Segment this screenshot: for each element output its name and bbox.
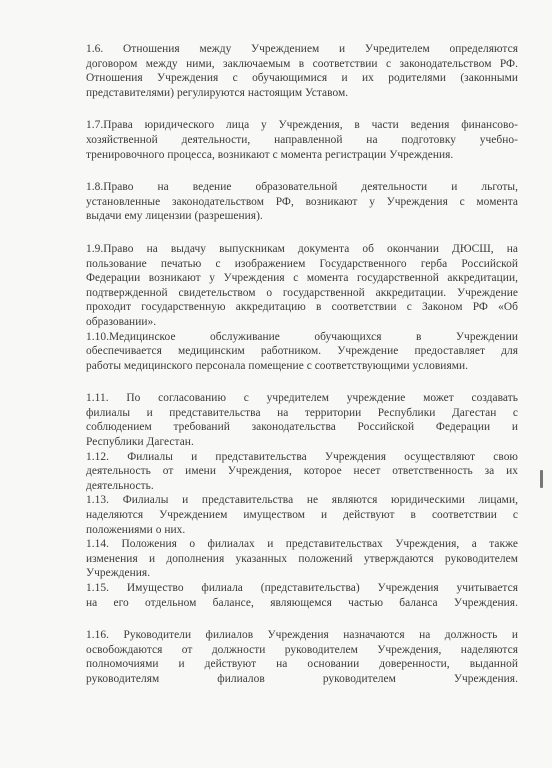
text-line: деятельность. <box>86 479 154 492</box>
text-line: наделяются Учреждением имуществом и действуют в соответствии с <box>86 509 518 522</box>
text-line: 1.15. Имущество филиала (представительства) Учреждения учитывается <box>86 582 518 594</box>
text-line: обеспечивается медицинским работником. Учреждение предоставляет для <box>86 345 518 358</box>
text-line: установленные законодательством РФ, возникают у Учреждения с момента <box>86 195 518 208</box>
document-body <box>86 42 518 687</box>
text-line: 1.6. Отношения между Учреждением и Учредителем определяются <box>86 43 518 55</box>
text-line: 1.13. Филиалы и представительства не являются юридическими лицами, <box>86 494 518 507</box>
text-line: положениями о них. <box>86 523 186 536</box>
text-line: 1.7.Права юридического лица у Учреждения, в части ведения финансово- <box>86 119 518 132</box>
text-line: 1.11. По согласованию с учредителем учреждение может создавать <box>86 392 518 405</box>
text-line: 1.9.Право на выдачу выпускникам документа об окончании ДЮСШ, на <box>86 242 518 255</box>
text-line: тренировочного процесса, возникают с момента регистрации Учреждения. <box>86 148 454 161</box>
text-line: руководителям филиалов руководителем Учреждения. <box>86 672 518 685</box>
text-line: филиалы и представительства на территории Республики Дагестан с <box>86 406 518 419</box>
text-line: 1.14. Положения о филиалах и представительствах Учреждения, а также <box>86 538 518 551</box>
text-line: соблюдением требований законодательства Российской Федерации и <box>86 421 518 434</box>
text-line: представителями) регулируются настоящим Уставом. <box>86 86 349 99</box>
paragraph-1-6 <box>86 42 518 100</box>
paragraph-1-11-1-15 <box>86 391 518 610</box>
text-line: Учреждения. <box>86 567 151 580</box>
text-line: 1.12. Филиалы и представительства Учреждения осуществляют свою <box>86 450 518 463</box>
text-line: полномочиями и действуют на основании доверенности, выданной <box>86 658 518 671</box>
text-line: работы медицинского персонала помещение с соответствующими условиями. <box>86 359 469 372</box>
text-line: 1.10.Медицинское обслуживание обучающихся в Учреждении <box>86 330 518 343</box>
paragraph-1-8 <box>86 180 518 224</box>
text-line: деятельность от имени Учреждения, которое несет ответственность за их <box>86 465 518 478</box>
text-line: 1.8.Право на ведение образовательной деятельности и льготы, <box>86 181 518 194</box>
text-line: пользование печатью с изображением Государственного герба Российской <box>86 257 518 270</box>
paragraph-1-9-1-10 <box>86 242 518 373</box>
text-line: на его отдельном балансе, являющемся частью баланса Учреждения. <box>86 596 518 609</box>
text-line: изменения и дополнения указанных положений утверждаются руководителем <box>86 552 518 565</box>
text-line: выдачи ему лицензии (разрешения). <box>86 210 263 223</box>
text-line: хозяйственной деятельности, направленной на подготовку учебно- <box>86 133 518 146</box>
text-line: 1.16. Руководители филиалов Учреждения назначаются на должность и <box>86 629 518 642</box>
text-line: проходит государственную аккредитацию в соответствии с Законом РФ «Об <box>86 301 518 314</box>
text-line: Отношения Учреждения с обучающимися и их родителями (законными <box>86 72 518 85</box>
paragraph-1-7 <box>86 118 518 162</box>
text-line: подтвержденной свидетельством о государственной аккредитации. Учреждение <box>86 286 518 299</box>
text-line: Федерации возникают у Учреждения с момента государственной аккредитации, <box>86 272 518 285</box>
paragraph-1-16 <box>86 628 518 686</box>
text-line: освобождаются от должности руководителем Учреждения, наделяются <box>86 643 518 656</box>
text-line: образовании». <box>86 315 157 328</box>
text-line: Республики Дагестан. <box>86 436 194 449</box>
scan-mark <box>540 470 543 488</box>
text-line: договором между ними, заключаемым в соответствии с законодательством РФ. <box>86 57 518 70</box>
